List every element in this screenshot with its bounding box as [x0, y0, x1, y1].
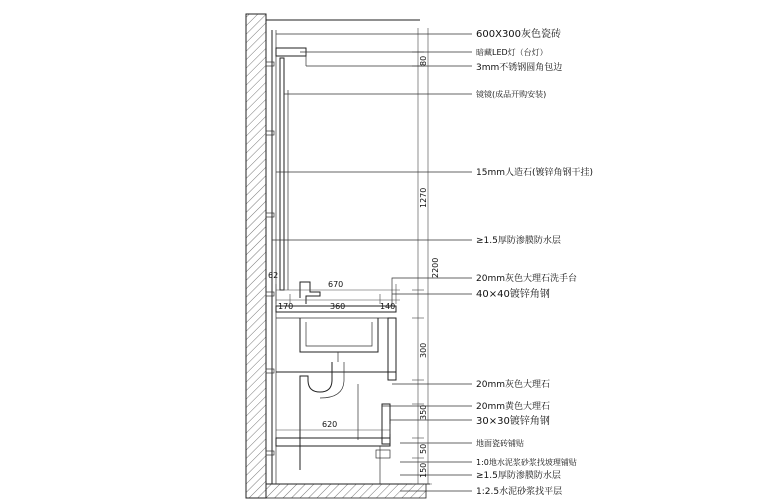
- annotation-led: 暗藏LED灯（台灯）: [476, 48, 548, 57]
- dim-350: 350: [419, 404, 428, 420]
- wall-brackets: [266, 62, 274, 455]
- annotation-stone-cladding: 15mm人造石(镀锌角钢干挂): [476, 168, 594, 178]
- annotation-screed: 1:2.5水泥砂浆找平层: [476, 487, 563, 497]
- annotation-grey-marble: 20mm灰色大理石: [476, 380, 550, 390]
- dim-80: 80: [419, 55, 428, 66]
- basin: [300, 318, 378, 352]
- dim-360: 360: [330, 302, 346, 311]
- dim-1270: 1270: [419, 187, 428, 208]
- dimension-texts: [268, 56, 440, 478]
- annotation-trim: 3mm不锈钢圆角包边: [476, 63, 563, 73]
- annotation-yellow-marble: 20mm黄色大理石: [476, 402, 550, 412]
- leg-bracket: [376, 450, 390, 458]
- annotation-angle-steel-30: 30×30镀锌角钢: [476, 416, 550, 427]
- front-apron: [388, 318, 396, 380]
- mirror: [280, 58, 284, 290]
- dim-670: 670: [328, 280, 344, 289]
- basin-inner: [306, 322, 372, 346]
- leader-lines: [272, 34, 472, 491]
- annotation-texts: [476, 27, 593, 497]
- wall-hatch: [246, 14, 266, 498]
- lower-shelf: [276, 438, 390, 446]
- annotation-vanity-top: 20mm灰色大理石洗手台: [476, 274, 577, 284]
- annotation-waterproof-wall: ≥1.5厚防渗膜防水层: [476, 236, 561, 246]
- dim-620: 620: [322, 420, 338, 429]
- annotation-mirror: 镜镜(成品开购安装): [476, 90, 547, 99]
- dim-62: 62: [268, 271, 279, 280]
- dim-150: 150: [419, 462, 428, 478]
- dim-170: 170: [278, 302, 294, 311]
- annotation-floor-tile: 地面瓷砖铺贴: [476, 439, 524, 448]
- annotation-angle-steel-40: 40×40镀锌角钢: [476, 289, 550, 300]
- faucet: [300, 282, 320, 304]
- annotation-mortar-slope: 1:0地水泥浆砂浆找坡理铺贴: [476, 458, 577, 467]
- dim-140: 140: [380, 302, 396, 311]
- annotation-tile: 600X300灰色瓷砖: [476, 29, 562, 40]
- annotation-waterproof-floor: ≥1.5厚防渗膜防水层: [476, 471, 561, 481]
- dim-300: 300: [419, 342, 428, 358]
- p-trap: [300, 362, 332, 470]
- dim-50: 50: [419, 443, 428, 454]
- dim-2200: 2200: [431, 257, 440, 278]
